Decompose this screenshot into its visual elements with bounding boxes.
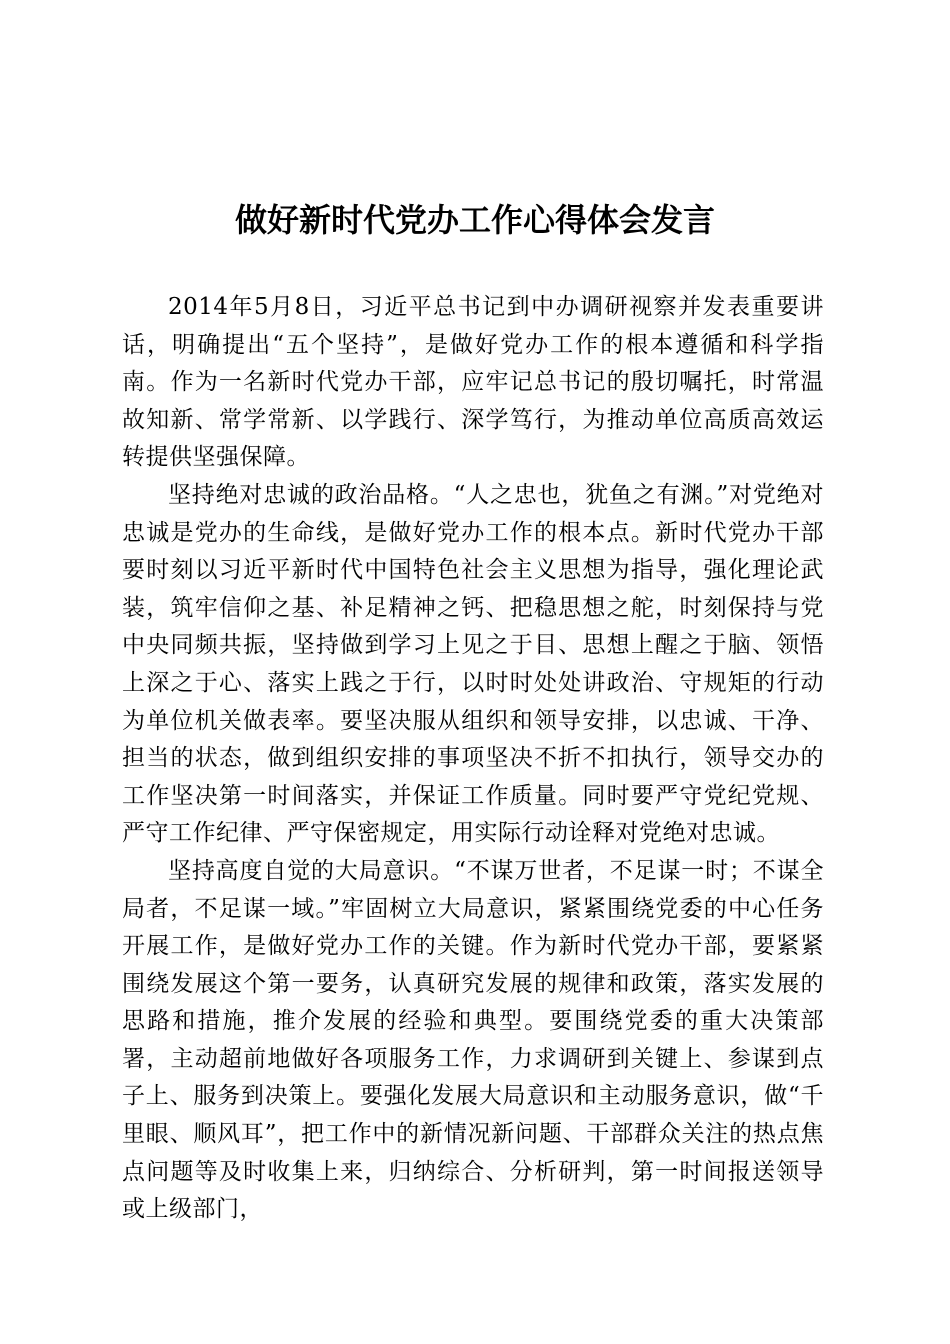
paragraph-overall-awareness: 坚持高度自觉的大局意识。“不谋万世者，不足谋一时；不谋全局者，不足谋一域。”牢固树立大局意识，紧紧围绕党委的中心任务开展工作，是做好党办工作的关键。作为新时代党办干部，要紧紧围绕发展这个第一要务，认真研究发展的规律和政策，落实发展的思路和措施，推介发展的经验和典型。要围绕党委的重大决策部署，主动超前地做好各项服务工作，力求调研到关键上、参谋到点子上、服务到决策上。要强化发展大局意识和主动服务意识，做“千里眼、顺风耳”，把工作中的新情况新问题、干部群众关注的热点焦点问题等及时收集上来，归纳综合、分析研判，第一时间报送领导或上级部门， — [122, 857, 824, 1223]
document-title: 做好新时代党办工作心得体会发言 — [234, 201, 715, 239]
document-body — [122, 289, 824, 1229]
paragraph-loyalty: 坚持绝对忠诚的政治品格。“人之忠也，犹鱼之有渊。”对党绝对忠诚是党办的生命线，是做好党办工作的根本点。新时代党办干部要时刻以习近平新时代中国特色社会主义思想为指导，强化理论武装，筑牢信仰之基、补足精神之钙、把稳思想之舵，时刻保持与党中央同频共振，坚持做到学习上见之于目、思想上醒之于脑、领悟上深之于心、落实上践之于行，以时时处处讲政治、守规矩的行动为单位机关做表率。要坚决服从组织和领导安排，以忠诚、干净、担当的状态，做到组织安排的事项坚决不折不扣执行，领导交办的工作坚决第一时间落实，并保证工作质量。同时要严守党纪党规、严守工作纪律、严守保密规定，用实际行动诠释对党绝对忠诚。 — [122, 481, 824, 847]
paragraph-intro: 2014年5月8日，习近平总书记到中办调研视察并发表重要讲话，明确提出“五个坚持”，是做好党办工作的根本遵循和科学指南。作为一名新时代党办干部，应牢记总书记的殷切嘱托，时常温故知新、常学常新、以学践行、深学笃行，为推动单位高质高效运转提供坚强保障。 — [122, 294, 824, 471]
